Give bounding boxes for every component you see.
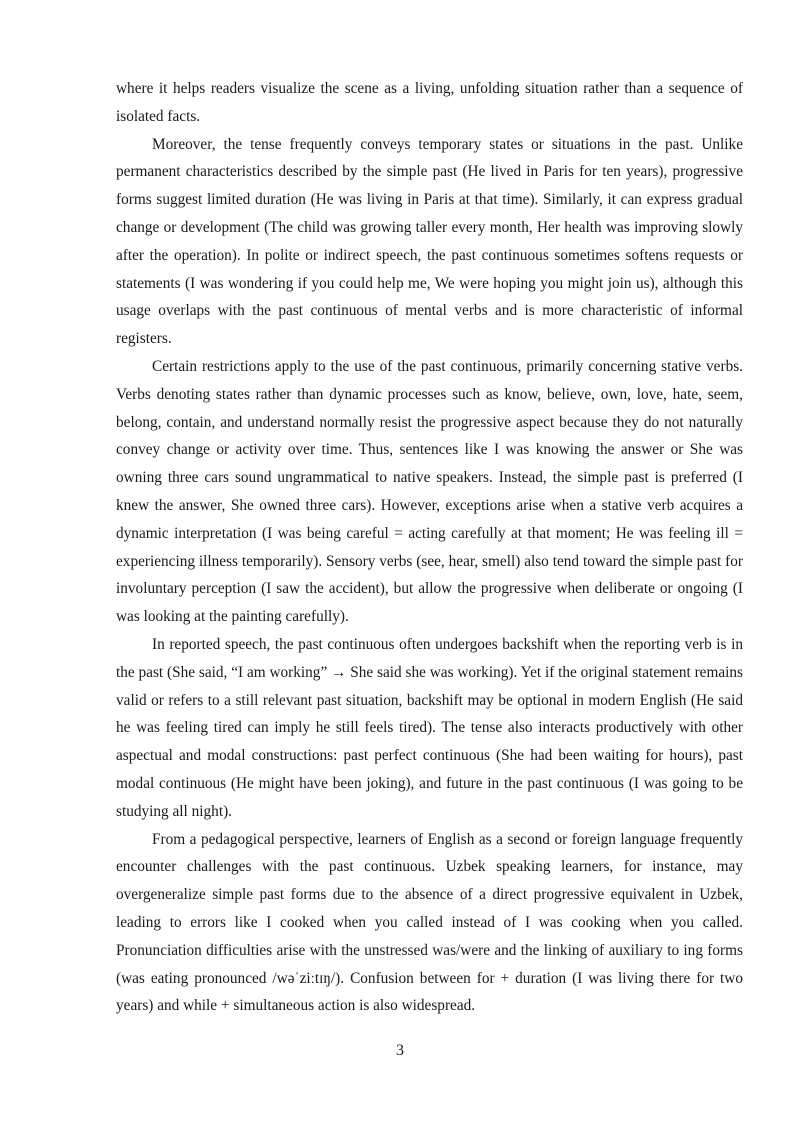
page-number: 3	[396, 1042, 404, 1059]
paragraph-stative-verbs: Certain restrictions apply to the use of the past continuous, primarily concerning stative verbs. Verbs denoting states rather than dynamic processes such as know, believe, own, love, hate, seem, belong, contain, and understand normally resist the progressive aspect because they do not naturally convey change or activity over time. Thus, sentences like I was knowing the answer or She was owning three cars sound ungrammatical to native speakers. Instead, the simple past is preferred (I knew the answer, She owned three cars). However, exceptions arise when a stative verb acquires a dynamic interpretation (I was being careful = acting carefully at that moment; He was feeling ill = experiencing illness temporarily). Sensory verbs (see, hear, smell) also tend toward the simple past for involuntary perception (I saw the accident), but allow the progressive when deliberate or ongoing (I was looking at the painting carefully).	[116, 357, 743, 626]
text-body	[116, 75, 743, 1020]
paragraph-continuation: where it helps readers visualize the scene as a living, unfolding situation rather than a sequence of isolated facts.	[116, 80, 743, 125]
paragraph-pedagogical: From a pedagogical perspective, learners of English as a second or foreign language frequently encounter challenges with the past continuous. Uzbek speaking learners, for instance, may overgeneralize simple past forms due to the absence of a direct progressive equivalent in Uzbek, leading to errors like I cooked when you called instead of I was cooking when you called. Pronunciation difficulties arise with the unstressed was/were and the linking of auxiliary to ing forms (was eating pronounced /wəˈziːtɪŋ/). Confusion between for + duration (I was living there for two years) and while + simultaneous action is also widespread.	[116, 830, 743, 1015]
paragraph-reported-speech: In reported speech, the past continuous often undergoes backshift when the reporting verb is in the past (She said, “I am working” → She said she was working). Yet if the original statement remains valid or refers to a still relevant past situation, backshift may be optional in modern English (He said he was feeling tired can imply he still feels tired). The tense also interacts productively with other aspectual and modal constructions: past perfect continuous (She had been waiting for hours), past modal continuous (He might have been joking), and future in the past continuous (I was going to be studying all night).	[116, 635, 743, 820]
paragraph-temporary-states: Moreover, the tense frequently conveys temporary states or situations in the past. Unlike permanent characteristics described by the simple past (He lived in Paris for ten years), progressive forms suggest limited duration (He was living in Paris at that time). Similarly, it can express gradual change or development (The child was growing taller every month, Her health was improving slowly after the operation). In polite or indirect speech, the past continuous sometimes softens requests or statements (I was wondering if you could help me, We were hoping you might join us), although this usage overlaps with the past continuous of mental verbs and is more characteristic of informal registers.	[116, 135, 743, 348]
